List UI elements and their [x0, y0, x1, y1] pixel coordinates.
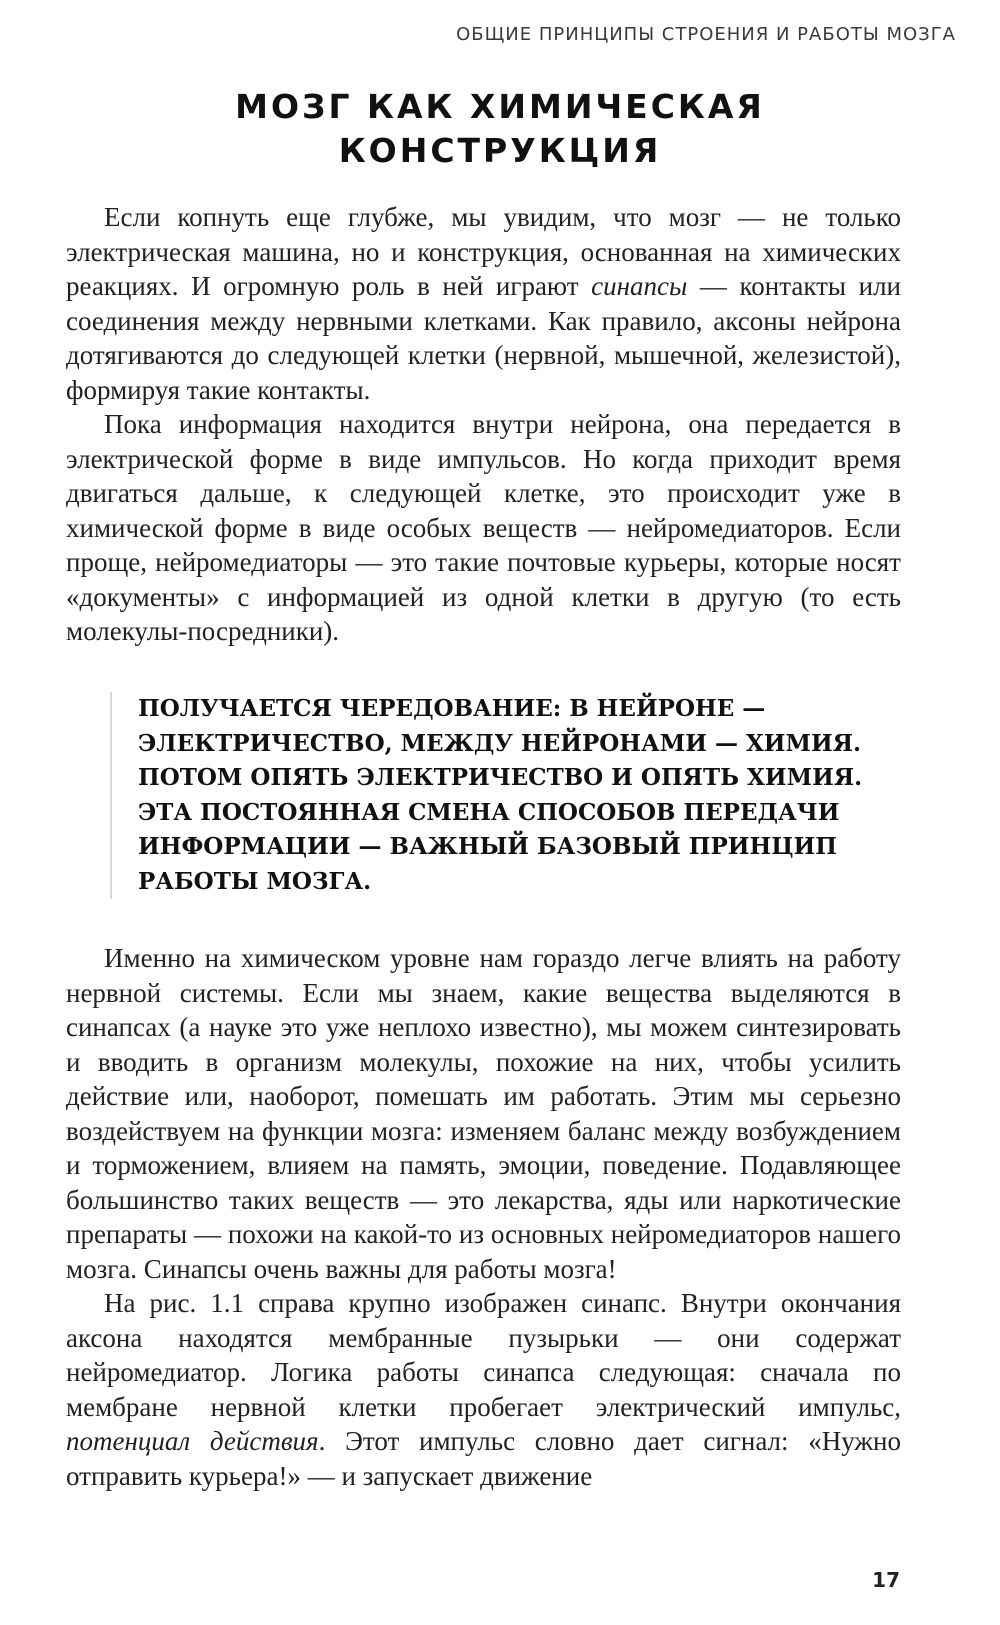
callout-line: ПОЛУЧАЕТСЯ ЧЕРЕДОВАНИЕ: В НЕЙРОНЕ —: [138, 695, 766, 722]
paragraph-3: Именно на химическом уровне нам гораздо легче влиять на работу нервной системы. Если мы знаем, какие вещества выделяются в синапсах (а науке это уже неплохо известно), мы можем синтезировать и вводить в организм молекулы, похожие на них, чтобы усилить действие или, наоборот, помешать им работать. Этим мы серьезно воздействуем на функции мозга: изменяем баланс между возбуждением и торможением, влияем на память, эмоции, поведение. Подавляющее большинство таких веществ — это лекарства, яды или наркотические препараты — похожи на какой-то из основных нейромедиаторов нашего мозга. Синапсы очень важны для работы мозга!: [66, 943, 901, 1284]
paragraph-1-text-a: Если копнуть еще глубже, мы увидим, что мозг — не только электрическая машина, но и конструкция, основанная на химических реакциях. И огромную роль в ней играют: [66, 202, 901, 301]
title-line-1: МОЗГ КАК ХИМИЧЕСКАЯ: [235, 87, 765, 126]
callout-line: ЭЛЕКТРИЧЕСТВО, МЕЖДУ НЕЙРОНАМИ — ХИМИЯ.: [138, 729, 862, 757]
page-title: [0, 85, 1000, 173]
running-head: ОБЩИЕ ПРИНЦИПЫ СТРОЕНИЯ И РАБОТЫ МОЗГА: [456, 24, 956, 45]
body-text-bottom: [66, 941, 901, 1493]
callout-line: ПОТОМ ОПЯТЬ ЭЛЕКТРИЧЕСТВО И ОПЯТЬ ХИМИЯ.: [138, 764, 863, 791]
callout-line: ЭТА ПОСТОЯННАЯ СМЕНА СПОСОБОВ ПЕРЕДАЧИ: [138, 798, 840, 826]
body-text-top: [66, 200, 901, 649]
page-number: 17: [872, 1568, 900, 1592]
term-synapses: синапсы: [591, 271, 688, 301]
paragraph-4-text-b: . Этот импульс словно дает сигнал: «Нужно отправить курьера!» — и запускает движение: [66, 1426, 901, 1491]
callout-line: ИНФОРМАЦИИ — ВАЖНЫЙ БАЗОВЫЙ ПРИНЦИП: [138, 833, 837, 860]
paragraph-1: [66, 200, 901, 407]
paragraph-4: [66, 1286, 901, 1493]
callout-quote: [110, 692, 938, 899]
term-action-potential: потенциал действия: [66, 1426, 319, 1456]
paragraph-2: Пока информация находится внутри нейрона, она передается в электрической форме в виде импульсов. Но когда приходит время двигаться дальше, к следующей клетке, это происходит уже в химической форме в виде особых веществ — нейромедиаторов. Если проще, нейромедиаторы — это такие почтовые курьеры, которые носят «документы» с информацией из одной клетки в другую (то есть молекулы-посредники).: [66, 409, 901, 646]
paragraph-4-text-a: На рис. 1.1 справа крупно изображен синапс. Внутри окончания аксона находятся мембранные пузырьки — они содержат нейромедиатор. Логика работы синапса следующая: сначала по мембране нервной клетки пробегает электрический импульс,: [66, 1288, 901, 1422]
callout-line: РАБОТЫ МОЗГА.: [138, 867, 372, 895]
title-line-2: КОНСТРУКЦИЯ: [338, 131, 662, 170]
paragraph-1-text-b: — контакты или соединения между нервными клетками. Как правило, аксоны нейрона дотягиваются до следующей клетки (нервной, мышечной, железистой), формируя такие контакты.: [66, 271, 901, 405]
